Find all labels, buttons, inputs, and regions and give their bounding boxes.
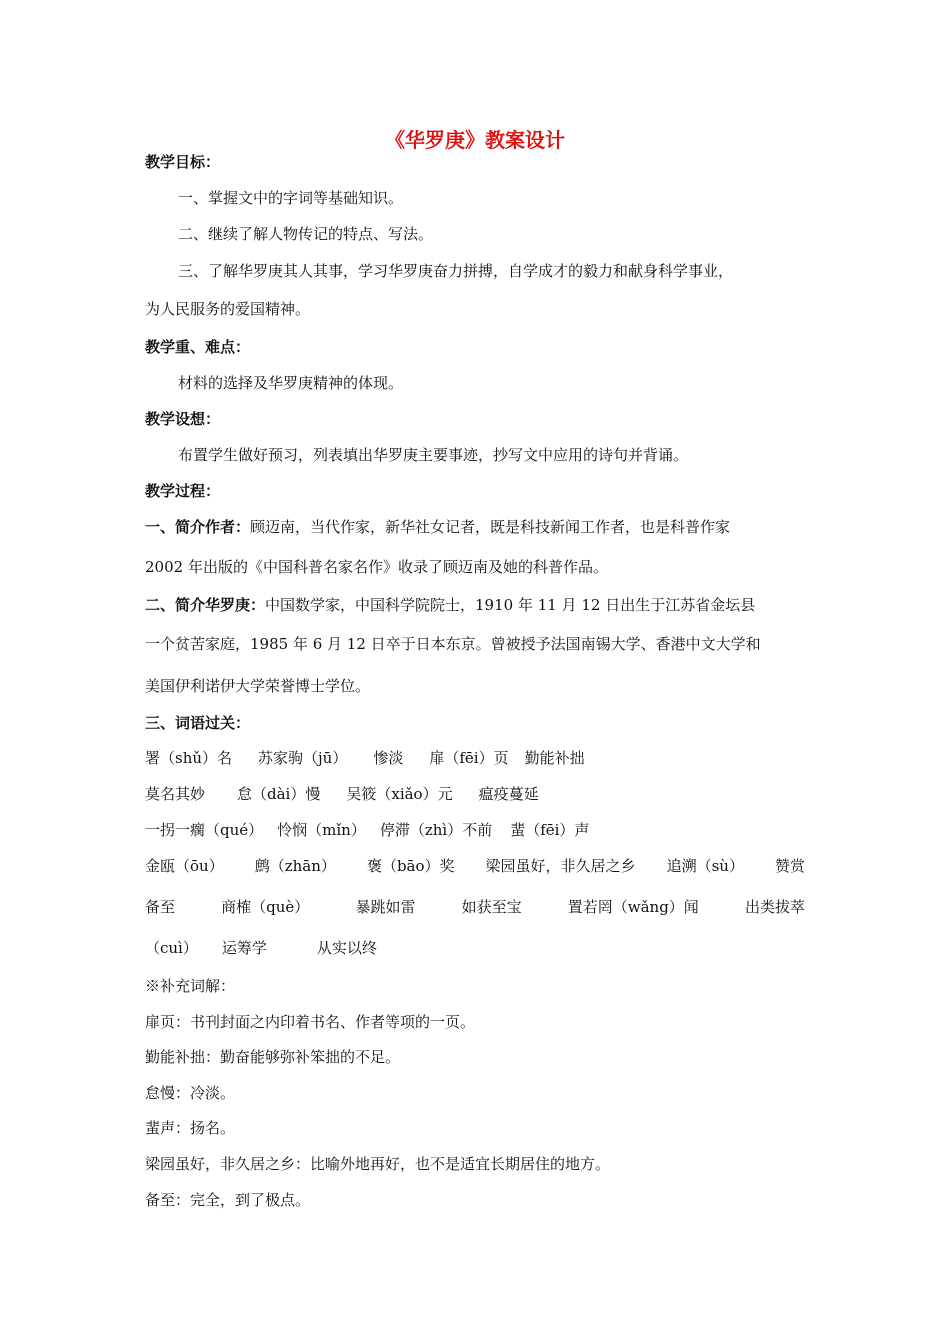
objectives-heading: 教学目标：: [145, 153, 221, 171]
vocab-item: 瘟疫蔓延: [478, 785, 539, 803]
vocab-item: 备至: [145, 898, 176, 916]
vocab-heading: 三、词语过关：: [145, 714, 251, 732]
objective-3-line2: 为人民服务的爱国精神。: [145, 300, 311, 318]
vocab-item: 怜悯（mǐn）: [277, 821, 366, 839]
vocab-item: 扉（fēi）页: [429, 749, 509, 767]
vocab-item: 怠（dài）慢: [237, 785, 321, 803]
vocab-item: 出类拔萃: [744, 898, 805, 916]
vocab-row-1: [145, 748, 585, 768]
objective-2: 二、继续了解人物传记的特点、写法。: [178, 225, 434, 243]
definition-5: 梁园虽好，非久居之乡：比喻外地再好，也不是适宜长期居住的地方。: [145, 1155, 611, 1173]
vocab-item: 苏家驹（jū）: [258, 749, 348, 767]
vocab-item: 莫名其妙: [145, 785, 206, 803]
vocab-row-3: [145, 820, 589, 840]
vocab-item: 暴跳如雷: [355, 898, 416, 916]
vocab-item: 鹧（zhān）: [254, 857, 336, 875]
objective-1: 一、掌握文中的字词等基础知识。: [178, 189, 404, 207]
vocab-item: 勤能补拙: [524, 749, 585, 767]
definition-2: 勤能补拙：勤奋能够弥补笨拙的不足。: [145, 1048, 401, 1066]
vocab-item: 一拐一瘸（qué）: [145, 821, 264, 839]
definition-1: 扉页：书刊封面之内印着书名、作者等项的一页。: [145, 1013, 476, 1031]
vocab-item: 运筹学: [221, 939, 267, 957]
definition-4: 蜚声：扬名。: [145, 1119, 236, 1137]
ideas-heading: 教学设想：: [145, 410, 221, 428]
vocab-item: 蜚（fēi）声: [510, 821, 590, 839]
vocab-item: 褒（bāo）奖: [366, 857, 455, 875]
vocab-item: 停滞（zhì）不前: [379, 821, 493, 839]
key-points-text: 材料的选择及华罗庚精神的体现。: [178, 374, 404, 392]
author-intro-line1: [145, 517, 730, 537]
supplement-heading: ※补充词解：: [145, 977, 236, 995]
vocab-item: 追溯（sù）: [666, 857, 744, 875]
author-intro-label: 一、简介作者：: [145, 518, 251, 536]
key-points-heading: 教学重、难点：: [145, 338, 251, 356]
vocab-item: 从实以终: [316, 939, 377, 957]
vocab-row-5: [145, 897, 805, 917]
vocab-item: 吴筱（xiǎo）元: [346, 785, 453, 803]
vocab-item: 梁园虽好，非久居之乡: [485, 857, 636, 875]
document-title: 《华罗庚》教案设计: [385, 128, 565, 152]
vocab-row-6: [145, 938, 377, 958]
ideas-text: 布置学生做好预习，列表填出华罗庚主要事迹，抄写文中应用的诗句并背诵。: [178, 446, 689, 464]
vocab-item: （cuì）: [145, 939, 198, 957]
vocab-item: 如获至宝: [461, 898, 522, 916]
hua-intro-label: 二、简介华罗庚：: [145, 596, 266, 614]
vocab-item: 赞赏: [774, 857, 805, 875]
objective-3-line1: 三、了解华罗庚其人其事，学习华罗庚奋力拼搏，自学成才的毅力和献身科学事业，: [178, 262, 734, 280]
definition-6: 备至：完全，到了极点。: [145, 1191, 311, 1209]
vocab-item: 商榷（què）: [221, 898, 310, 916]
vocab-item: 惨淡: [373, 749, 404, 767]
vocab-row-2: [145, 784, 539, 804]
vocab-item: 金瓯（ōu）: [145, 857, 224, 875]
hua-intro-line3: 美国伊利诺伊大学荣誉博士学位。: [145, 677, 371, 695]
hua-intro-line2: 一个贫苦家庭，1985 年 6 月 12 日卒于日本东京。曾被授予法国南锡大学、香港中文大学和: [145, 635, 761, 653]
process-heading: 教学过程：: [145, 482, 221, 500]
definition-3: 怠慢：冷淡。: [145, 1084, 236, 1102]
author-intro-line2: 2002 年出版的《中国科普名家名作》收录了顾迈南及她的科普作品。: [145, 558, 608, 576]
hua-intro-line1: [145, 595, 755, 615]
hua-intro-text: 中国数学家，中国科学院院士，1910 年 11 月 12 日出生于江苏省金坛县: [265, 596, 756, 614]
vocab-item: 置若罔（wǎng）闻: [567, 898, 699, 916]
vocab-row-4: [145, 856, 805, 876]
author-intro-text: 顾迈南，当代作家，新华社女记者，既是科技新闻工作者，也是科普作家: [250, 518, 731, 536]
vocab-item: 署（shǔ）名: [145, 749, 233, 767]
